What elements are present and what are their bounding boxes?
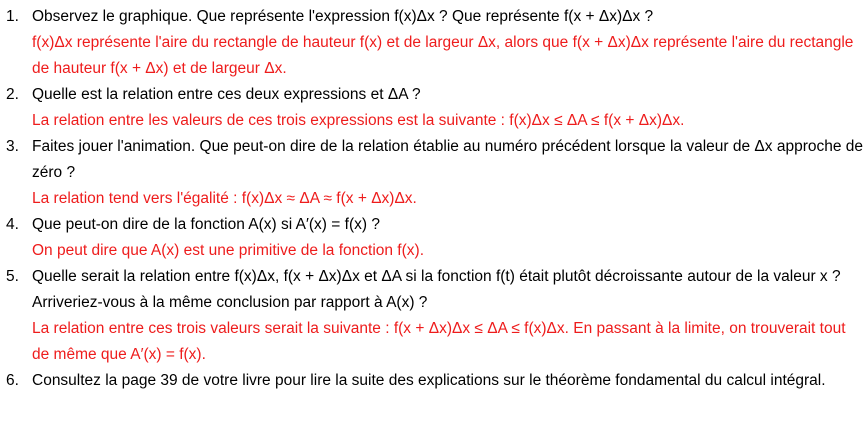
question-text: Quelle serait la relation entre f(x)Δx, f(x + Δx)Δx et ΔA si la fonction f(t) était plutôt décroissante autour de la valeur x ? Arriveriez-vous à la même conclusion par rapport à A(x) ? <box>32 268 841 311</box>
question-item-5 <box>6 264 863 368</box>
question-item-1 <box>6 4 863 82</box>
question-text: Consultez la page 39 de votre livre pour lire la suite des explications sur le théorème fondamental du calcul intégral. <box>32 372 826 389</box>
answer-text: La relation tend vers l'égalité : f(x)Δx ≈ ΔA ≈ f(x + Δx)Δx. <box>32 190 417 207</box>
answer-text: f(x)Δx représente l'aire du rectangle de hauteur f(x) et de largeur Δx, alors que f(x + Δx)Δx représente l'aire du rectangle de hauteur f(x + Δx) et de largeur Δx. <box>32 34 854 77</box>
question-text: Quelle est la relation entre ces deux expressions et ΔA ? <box>32 86 421 103</box>
question-number: 2. <box>6 86 19 103</box>
question-number: 5. <box>6 268 19 285</box>
question-item-6 <box>6 368 863 394</box>
question-number: 4. <box>6 216 19 233</box>
question-item-2 <box>6 82 863 134</box>
answer-text: On peut dire que A(x) est une primitive de la fonction f(x). <box>32 242 424 259</box>
question-number: 1. <box>6 8 19 25</box>
question-number: 3. <box>6 138 19 155</box>
question-item-4 <box>6 212 863 264</box>
answer-text: La relation entre les valeurs de ces trois expressions est la suivante : f(x)Δx ≤ ΔA ≤ f(x + Δx)Δx. <box>32 112 685 129</box>
question-item-3 <box>6 134 863 212</box>
question-text: Que peut-on dire de la fonction A(x) si A′(x) = f(x) ? <box>32 216 380 233</box>
question-list <box>6 4 863 394</box>
question-text: Observez le graphique. Que représente l'expression f(x)Δx ? Que représente f(x + Δx)Δx ? <box>32 8 654 25</box>
question-text: Faites jouer l'animation. Que peut-on dire de la relation établie au numéro précédent lorsque la valeur de Δx approche de zéro ? <box>32 138 864 181</box>
answer-text: La relation entre ces trois valeurs serait la suivante : f(x + Δx)Δx ≤ ΔA ≤ f(x)Δx. En passant à la limite, on trouverait tout de même que A′(x) = f(x). <box>32 320 846 363</box>
question-number: 6. <box>6 372 19 389</box>
